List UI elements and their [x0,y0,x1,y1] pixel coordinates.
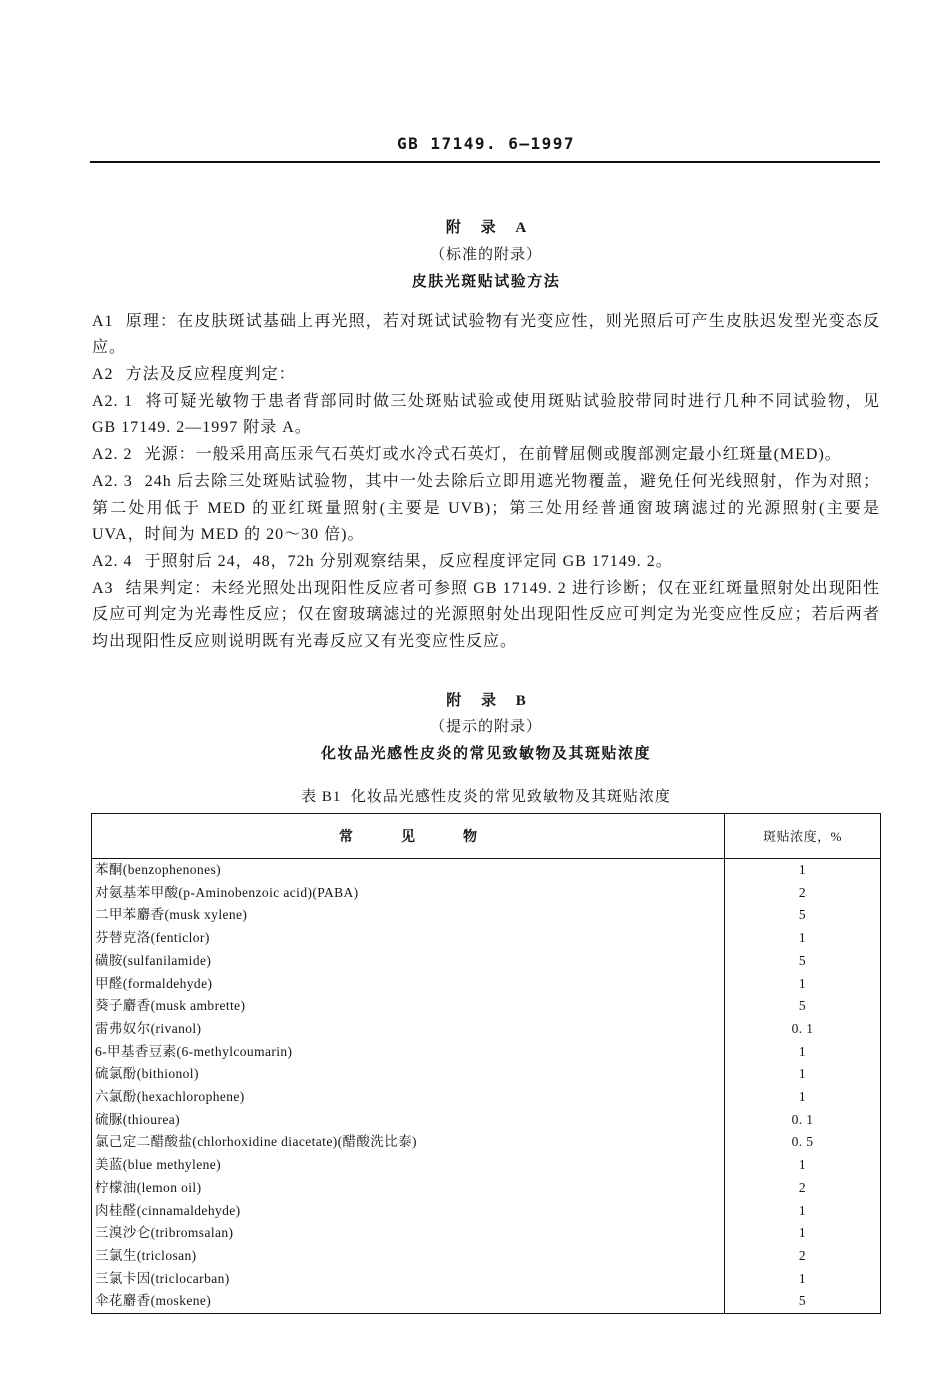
clause-text: 光源：一般采用高压汞气石英灯或水冷式石英灯，在前臂屈侧或腹部测定最小红斑量(MED)。 [144,446,842,464]
clause-a2 [92,362,880,389]
concentration-cell: 1 [798,1202,807,1218]
concentration-cell: 1 [798,1157,807,1173]
substance-cell: 柠檬油(lemon oil) [92,1177,725,1200]
appendix-a-type: （标准的附录） [429,247,542,263]
table-row [92,1268,881,1291]
standard-number: GB 17149. 6—1997 [396,134,576,153]
clause-number: A2 [92,366,114,383]
table-header-row [92,814,881,859]
substance-cell: 芬替克洛(fenticlor) [92,927,725,950]
table-row [92,904,881,927]
clause-text: 原理：在皮肤斑试基础上再光照，若对斑试试验物有光变应性，则光照后可产生皮肤迟发型光变态反应。 [92,312,880,357]
concentration-cell: 1 [798,1066,807,1082]
concentration-cell: 1 [798,1225,807,1241]
appendix-b-label: 附 录 B [446,693,534,709]
clause-number: A3 [92,579,114,597]
table-header-substance [92,814,725,859]
substance-cell: 雷弗奴尔(rivanol) [92,1018,725,1041]
clause-a2-3 [92,469,880,549]
concentration-cell: 2 [798,1247,807,1263]
table-row [92,973,881,996]
clause-text: 于照射后 24，48，72h 分别观察结果，反应程度评定同 GB 17149. 2。 [144,552,673,570]
appendix-a-label: 附 录 A [445,220,535,236]
appendix-b-type: （提示的附录） [429,719,542,735]
clause-number: A2. 4 [92,552,133,570]
clause-text: 将可疑光敏物于患者背部同时做三处斑贴试验或使用斑贴试验胶带同时进行几种不同试验物，见 GB 17149. 2—1997 附录 A。 [92,392,880,437]
substance-cell: 硫氯酚(bithionol) [92,1063,725,1086]
table-row [92,1109,881,1132]
substance-cell: 对氨基苯甲酸(p-Aminobenzoic acid)(PABA) [92,882,725,905]
clause-number: A1 [92,312,114,330]
clause-a3 [92,576,880,656]
table-row [92,1154,881,1177]
table-row [92,927,881,950]
concentration-cell: 1 [798,1270,807,1286]
table-caption: 表 B1 化妆品光感性皮炎的常见致敏物及其斑贴浓度 [301,789,671,805]
appendix-a-title: 皮肤光斑贴试验方法 [411,274,561,290]
substance-cell: 三氯卡因(triclocarban) [92,1268,725,1291]
appendix-a-clauses [92,309,880,656]
table-row [92,1018,881,1041]
substance-cell: 苯酮(benzophenones) [92,859,725,882]
substance-cell: 葵子麝香(musk ambrette) [92,995,725,1018]
table-row [92,950,881,973]
table-row [92,1200,881,1223]
table-row [92,882,881,905]
concentration-cell: 0. 1 [791,1020,814,1036]
concentration-cell: 0. 5 [791,1134,814,1150]
substance-cell: 六氯酚(hexachlorophene) [92,1086,725,1109]
concentration-cell: 1 [798,1043,807,1059]
substance-cell: 美蓝(blue methylene) [92,1154,725,1177]
substance-cell: 6-甲基香豆素(6-methylcoumarin) [92,1041,725,1064]
clause-text: 结果判定：未经光照处出现阳性反应者可参照 GB 17149. 2 进行诊断；仅在亚红斑量照射处出现阳性反应可判定为光毒性反应；仅在窗玻璃滤过的光源照射处出现阳性反应可判定为光变应性反应；若后两者均出现阳性反应则说明既有光毒反应又有光变应性反应。 [92,579,880,651]
concentration-cell: 1 [798,1089,807,1105]
substance-cell: 三氯生(triclosan) [92,1245,725,1268]
concentration-cell: 2 [798,1179,807,1195]
header-rule [90,161,880,163]
clause-a1 [92,309,880,362]
substance-cell: 磺胺(sulfanilamide) [92,950,725,973]
concentration-cell: 5 [798,1293,807,1309]
substance-cell: 氯己定二醋酸盐(chlorhoxidine diacetate)(醋酸洗比泰) [92,1131,725,1154]
concentration-cell: 5 [798,998,807,1014]
concentration-cell: 1 [798,975,807,991]
table-row [92,1290,881,1313]
concentration-cell: 5 [798,907,807,923]
table-row [92,1063,881,1086]
appendix-b-title: 化妆品光感性皮炎的常见致敏物及其斑贴浓度 [320,746,651,762]
concentration-cell: 5 [798,952,807,968]
table-row [92,1245,881,1268]
concentration-cell: 1 [798,862,807,877]
table-row [92,859,881,882]
substance-cell: 甲醛(formaldehyde) [92,973,725,996]
table-row [92,1177,881,1200]
clause-text: 24h 后去除三处斑贴试验物，其中一处去除后立即用遮光物覆盖，避免任何光线照射，作为对照；第二处用低于 MED 的亚红斑量照射(主要是 UVB)；第三处用经普通窗玻璃滤过的光源照射(主要是 UVA，时间为 MED 的 20～30 倍)。 [92,472,880,544]
clause-number: A2. 3 [92,472,133,490]
header-label: 常见物 [339,830,525,845]
clause-a2-4 [92,549,880,576]
allergen-table [91,813,881,1314]
clause-a2-2 [92,442,880,469]
table-row [92,1041,881,1064]
substance-cell: 硫脲(thiourea) [92,1109,725,1132]
clause-number: A2. 1 [92,392,134,410]
table-header-concentration [725,814,881,859]
table-row [92,1131,881,1154]
table-row [92,1086,881,1109]
table-row [92,1222,881,1245]
concentration-cell: 1 [798,930,807,946]
concentration-cell: 2 [798,884,807,900]
clause-text: 方法及反应程度判定： [125,366,296,383]
substance-cell: 伞花麝香(moskene) [92,1290,725,1313]
clause-a2-1 [92,389,880,442]
concentration-cell: 0. 1 [791,1111,814,1127]
table-row [92,995,881,1018]
substance-cell: 二甲苯麝香(musk xylene) [92,904,725,927]
header-label: 斑贴浓度，% [763,829,842,844]
clause-number: A2. 2 [92,446,133,464]
substance-cell: 三溴沙仑(tribromsalan) [92,1222,725,1245]
substance-cell: 肉桂醛(cinnamaldehyde) [92,1200,725,1223]
